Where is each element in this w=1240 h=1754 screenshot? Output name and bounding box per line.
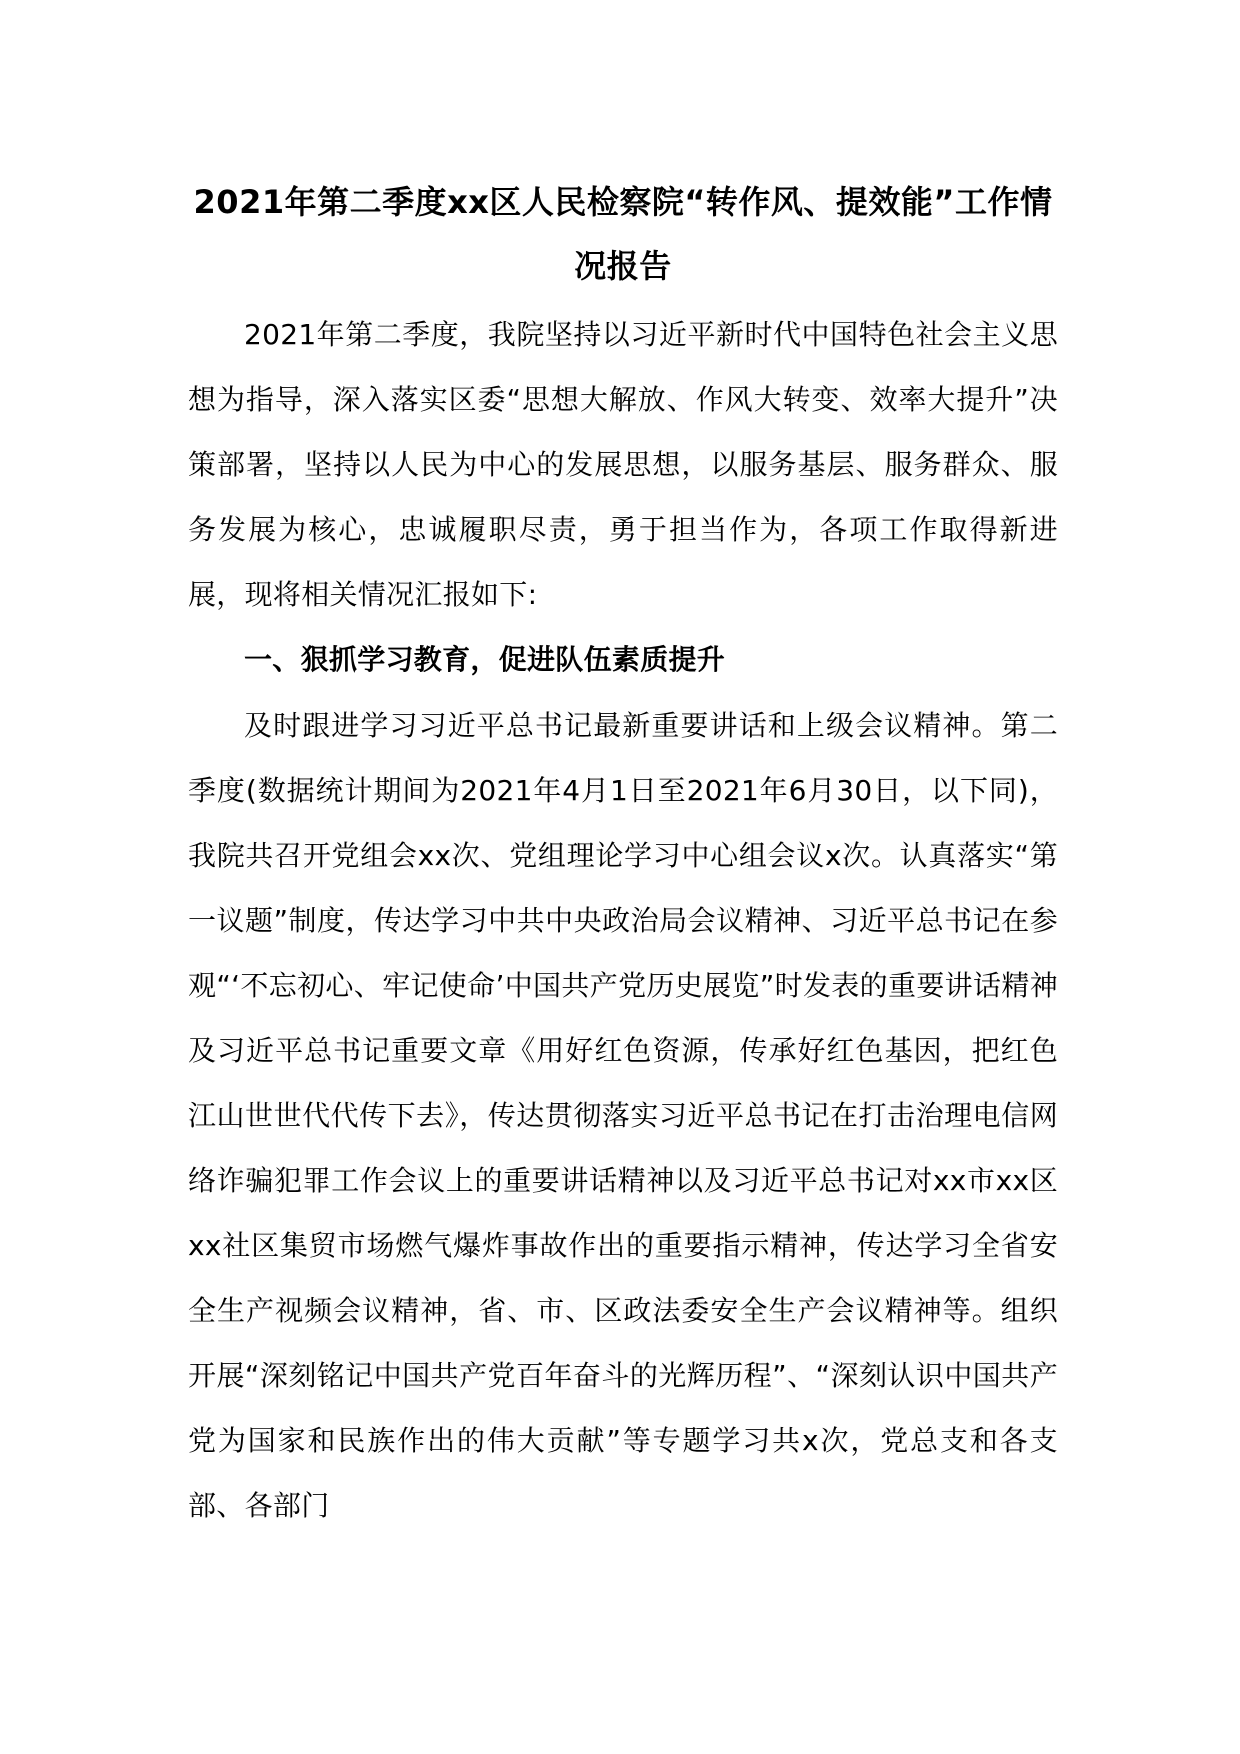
section-paragraph: 及时跟进学习习近平总书记最新重要讲话和上级会议精神。第二季度(数据统计期间为2021年4月1日至2021年6月30日，以下同)，我院共召开党组会xx次、党组理论学习中心组会议x次。认真落实“第一议题”制度，传达学习中共中央政治局会议精神、习近平总书记在参观“‘不忘初心、牢记使命’中国共产党历史展览”时发表的重要讲话精神及习近平总书记重要文章《用好红色资源，传承好红色基因，把红色江山世世代代传下去》，传达贯彻落实习近平总书记在打击治理电信网络诈骗犯罪工作会议上的重要讲话精神以及习近平总书记对xx市xx区xx社区集贸市场燃气爆炸事故作出的重要指示精神，传达学习全省安全生产视频会议精神，省、市、区政法委安全生产会议精神等。组织开展“深刻铭记中国共产党百年奋斗的光辉历程”、“深刻认识中国共产党为国家和民族作出的伟大贡献”等专题学习共x次，党总支和各支部、各部门 xyxy=(188,709,1058,1522)
intro-paragraph: 2021年第二季度，我院坚持以习近平新时代中国特色社会主义思想为指导，深入落实区委“思想大解放、作风大转变、效率大提升”决策部署，坚持以人民为中心的发展思想，以服务基层、服务群众、服务发展为核心，忠诚履职尽责，勇于担当作为，各项工作取得新进展，现将相关情况汇报如下: xyxy=(188,318,1058,611)
document-body xyxy=(188,170,1058,1538)
document-title: 2021年第二季度xx区人民检察院“转作风、提效能”工作情况报告 xyxy=(193,183,1053,285)
section-heading: 一、狠抓学习教育，促进队伍素质提升 xyxy=(244,643,726,676)
